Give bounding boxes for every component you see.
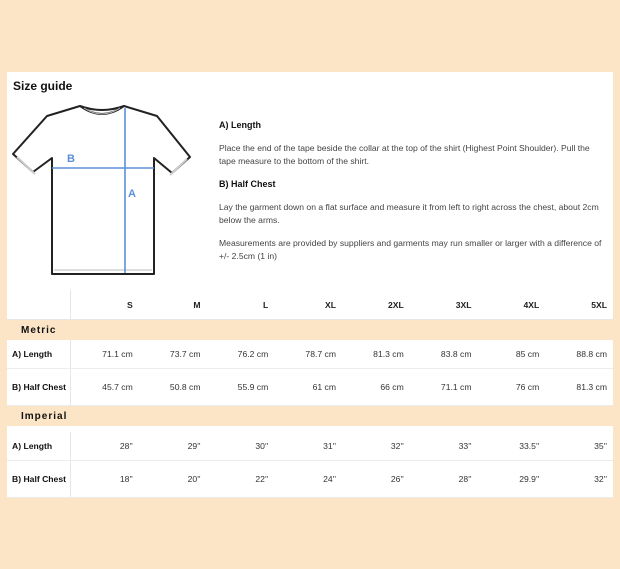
table-row [7,461,613,498]
table-cell: 29'' [187,441,201,451]
table-cell: 55.9 cm [237,382,269,392]
row-label: B) Half Chest [12,381,66,392]
size-header: 2XL [387,299,404,310]
table-cell: 81.3 cm [576,382,607,392]
row-label: A) Length [12,348,53,359]
table-cell: 88.8 cm [576,349,607,359]
table-cell: 24'' [323,474,336,484]
table-cell: 30'' [255,441,269,451]
length-heading: A) Length [219,120,261,130]
size-header: 3XL [455,299,472,310]
table-cell: 32'' [390,441,404,451]
length-description: Place the end of the tape beside the collar at the top of the shirt (Highest Point Shoulder). Pull the tape measure to the bottom of the shirt. [219,143,590,166]
metric-section-title: Metric [7,320,613,340]
measurement-note: Measurements are provided by suppliers and garments may run smaller or larger with a difference of +/- 2.5cm (1 in) [219,238,602,261]
table-cell: 32'' [594,474,607,484]
table-cell: 20'' [187,474,201,484]
table-cell: 45.7 cm [102,382,133,392]
table-cell: 29.9'' [519,474,540,484]
table-cell: 73.7 cm [169,349,201,359]
table-cell: 33.5'' [519,441,540,451]
chest-heading: B) Half Chest [219,179,276,189]
table-cell: 50.8 cm [169,382,201,392]
table-cell: 66 cm [380,382,404,392]
size-guide-title: Size guide [13,79,73,93]
size-header: 4XL [523,299,540,310]
table-cell: 81.3 cm [373,349,404,359]
size-header: 5XL [591,299,607,310]
size-header: XL [325,299,336,310]
table-row [7,369,613,406]
table-cell: 71.1 cm [440,382,472,392]
table-cell: 33'' [458,441,472,451]
table-cell: 35'' [594,441,607,451]
table-cell: 85 cm [515,349,540,359]
table-row [7,340,613,369]
table-cell: 71.1 cm [102,349,133,359]
table-row [7,432,613,461]
table-cell: 28'' [458,474,472,484]
table-cell: 18'' [119,474,133,484]
table-cell: 26'' [390,474,404,484]
size-header: M [193,299,201,310]
table-cell: 22'' [255,474,269,484]
table-cell: 78.7 cm [305,349,336,359]
row-label: A) Length [12,440,53,451]
table-cell: 31'' [323,441,336,451]
table-cell: 28'' [119,441,133,451]
label-a: A [128,188,136,200]
table-cell: 76 cm [515,382,540,392]
row-label: B) Half Chest [12,473,66,484]
imperial-section-title: Imperial [7,406,613,426]
chest-description: Lay the garment down on a flat surface and measure it from left to right across the chest, about 2cm below the arms. [219,202,599,225]
size-header: L [263,299,269,310]
size-header-row [7,290,613,320]
measure-instructions [219,119,604,273]
table-cell: 83.8 cm [440,349,472,359]
size-header: S [127,299,133,310]
table-cell: 76.2 cm [237,349,269,359]
table-cell: 61 cm [312,382,336,392]
size-table [7,290,613,498]
label-b: B [67,153,75,165]
tshirt-measure-diagram [7,100,197,280]
size-guide-card [7,72,613,290]
tshirt-outline [13,106,190,274]
